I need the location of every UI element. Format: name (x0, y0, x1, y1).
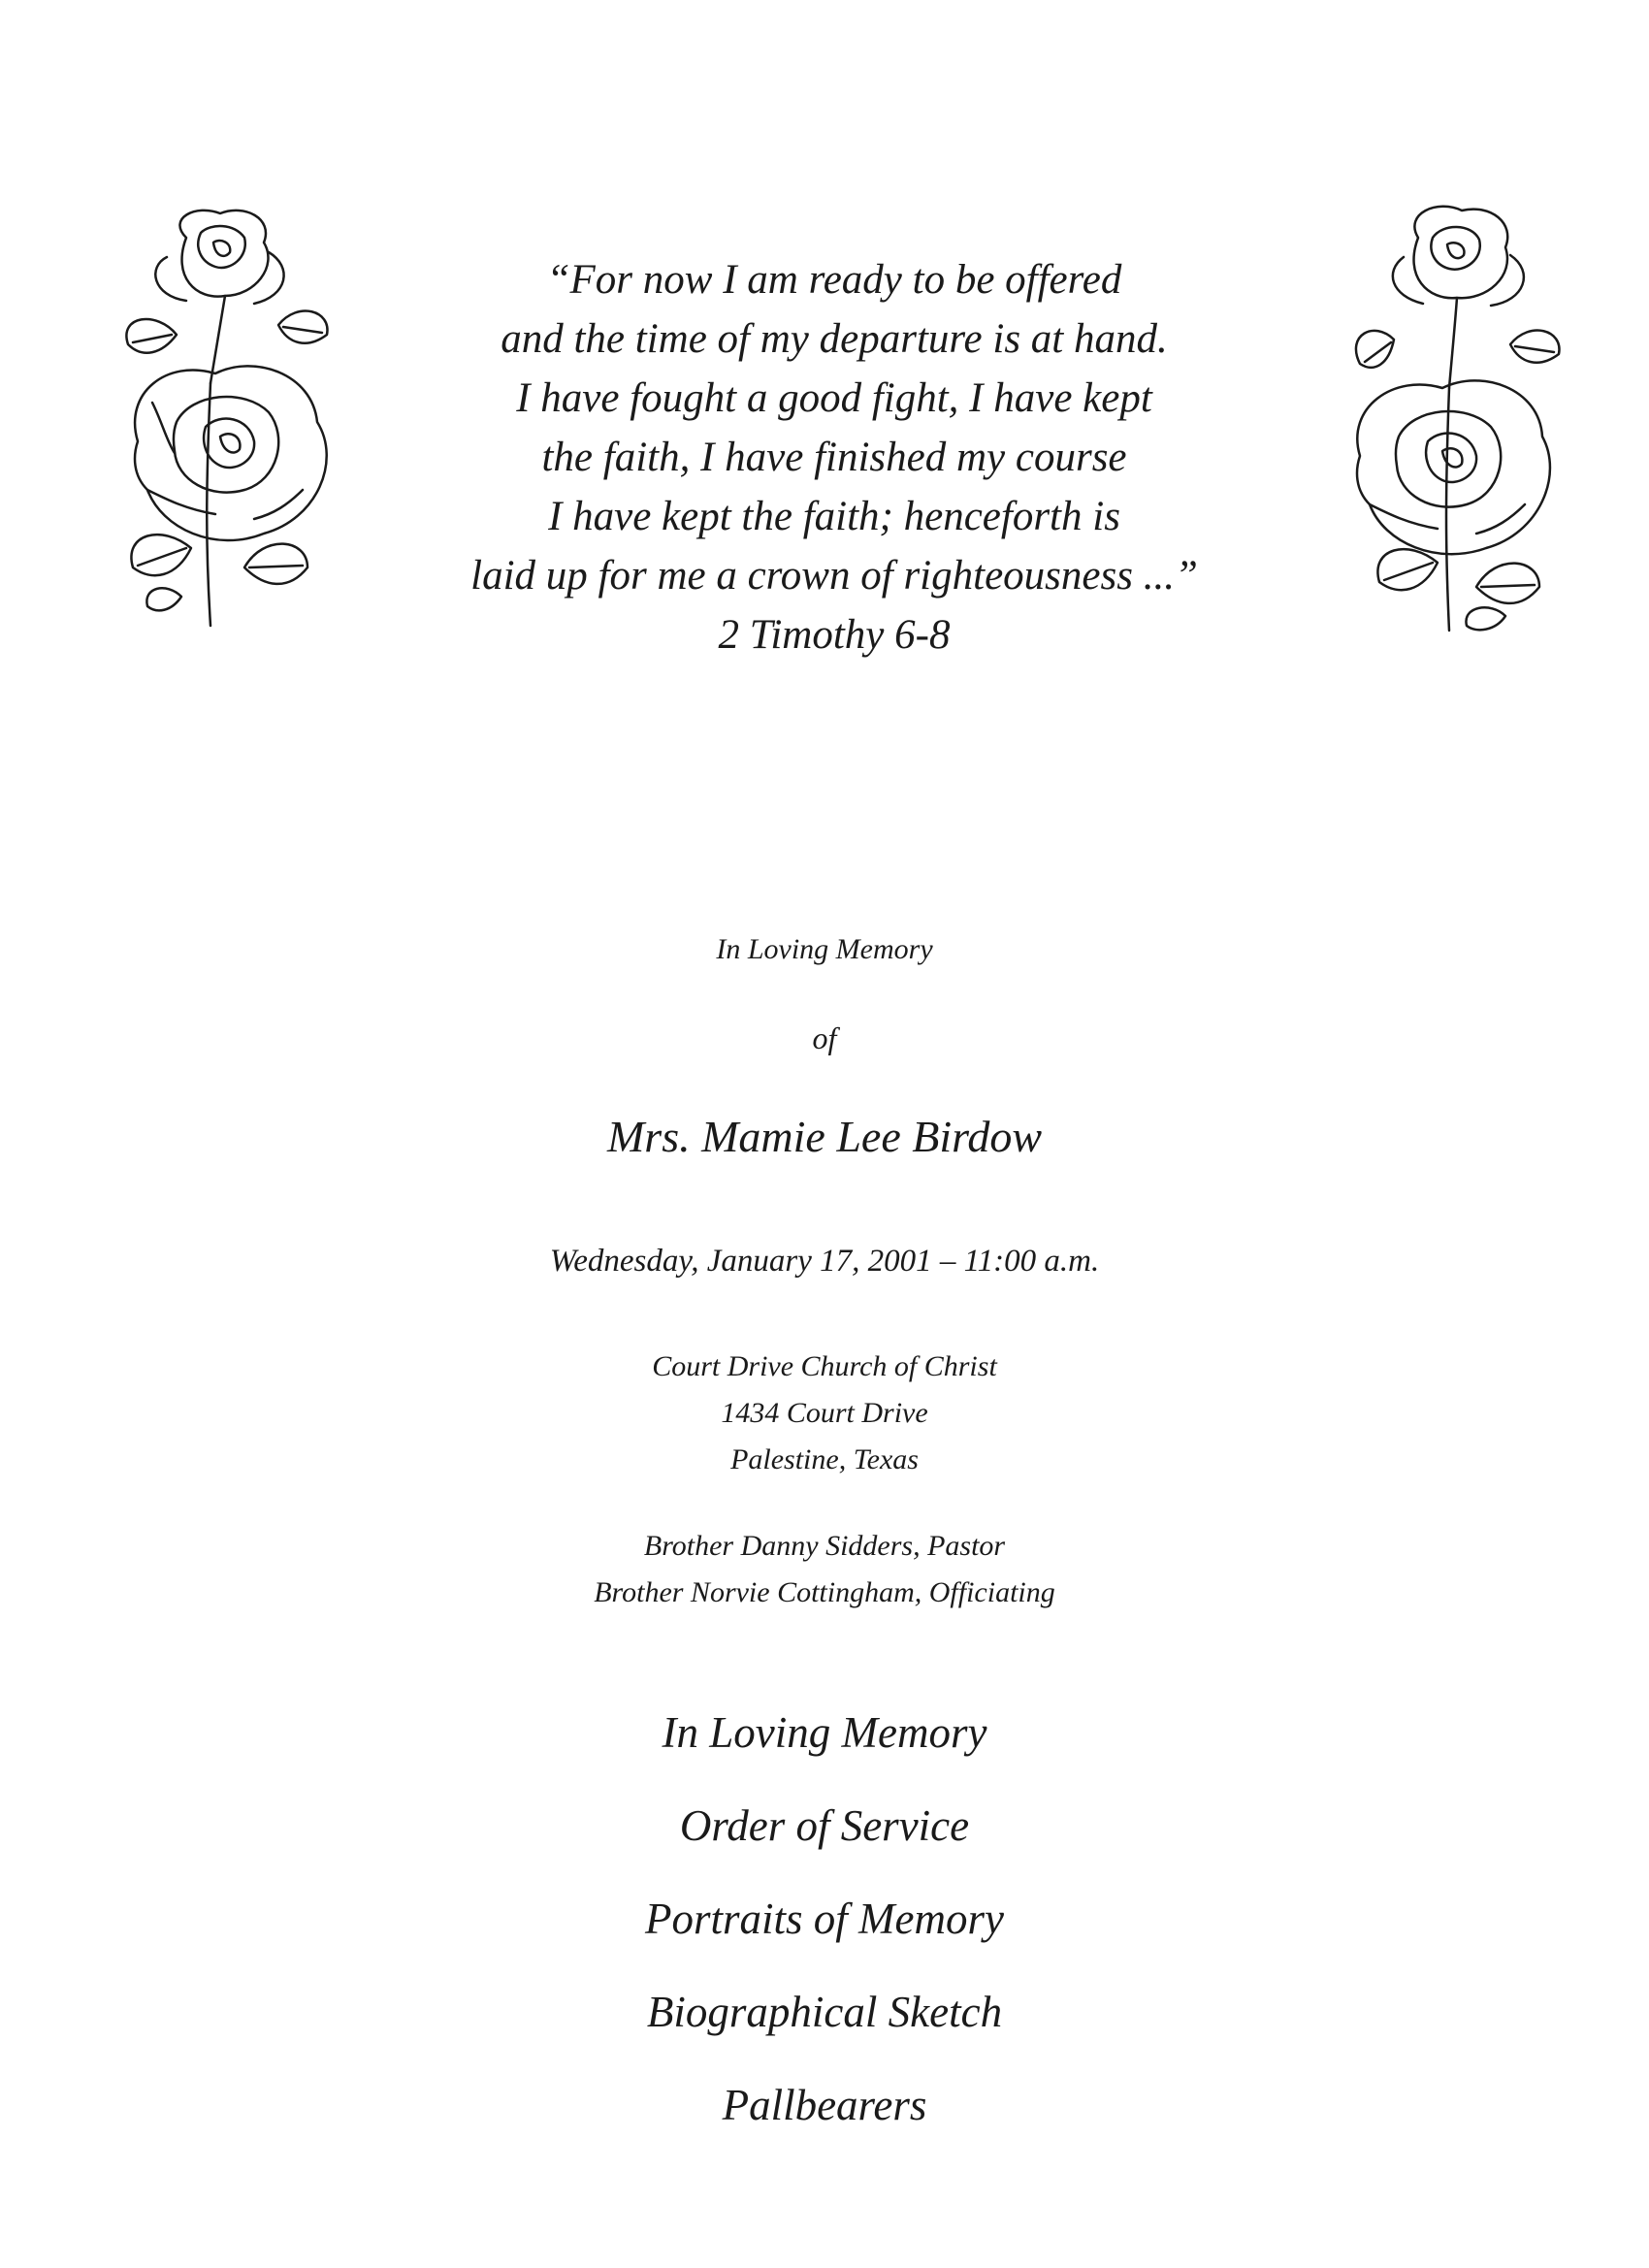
memorial-of: of (812, 1021, 837, 1055)
verse-line: I have fought a good fight, I have kept (516, 375, 1152, 421)
scripture-verse (369, 250, 1300, 664)
service-date-time: Wednesday, January 17, 2001 – 11:00 a.m. (549, 1244, 1100, 1279)
verse-line: and the time of my departure is at hand. (501, 316, 1168, 362)
rose-illustration-right (1321, 199, 1583, 645)
contents-item: In Loving Memory (662, 1708, 987, 1757)
officiant-name: Brother Norvie Cottingham, Officiating (594, 1576, 1055, 1608)
contents-item: Portraits of Memory (645, 1895, 1004, 1943)
rose-illustration-left (109, 199, 371, 645)
contents-item: Biographical Sketch (646, 1988, 1003, 2036)
venue-address (0, 1344, 1649, 1483)
memorial-heading: In Loving Memory (716, 933, 933, 965)
verse-line: I have kept the faith; henceforth is (548, 494, 1120, 539)
contents-list (0, 1686, 1649, 2152)
verse-line: the faith, I have finished my course (541, 435, 1127, 480)
deceased-name: Mrs. Mamie Lee Birdow (606, 1112, 1043, 1161)
pastor-name: Brother Danny Sidders, Pastor (643, 1530, 1006, 1562)
contents-item: Order of Service (679, 1801, 970, 1850)
contents-item: Pallbearers (722, 2081, 927, 2129)
city-state: Palestine, Texas (730, 1443, 919, 1475)
church-name: Court Drive Church of Christ (652, 1350, 997, 1382)
clergy-list (0, 1523, 1649, 1616)
verse-reference: 2 Timothy 6-8 (718, 612, 951, 658)
street-address: 1434 Court Drive (721, 1397, 928, 1429)
verse-line: “For now I am ready to be offered (546, 257, 1122, 303)
verse-line: laid up for me a crown of righteousness ...” (470, 553, 1198, 599)
